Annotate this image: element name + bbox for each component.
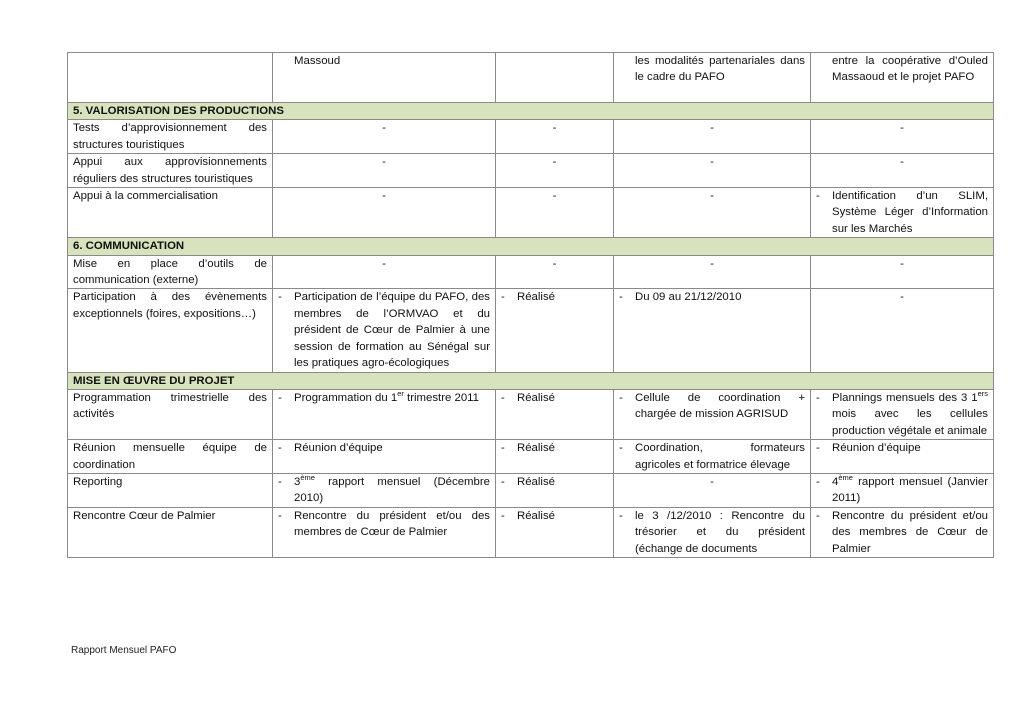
table-cell: -: [496, 255, 614, 289]
bullet-dash: -: [501, 291, 505, 304]
table-row: [68, 507, 994, 557]
table-cell: -: [496, 120, 614, 154]
cell-text: entre la coopérative d’Ouled Massaoud et le projet PAFO: [832, 55, 988, 84]
activity-cell: Rencontre Cœur de Palmier: [68, 507, 273, 557]
bullet-dash: -: [501, 475, 505, 488]
table-row: [68, 389, 994, 439]
cell-text: [832, 390, 988, 439]
table-cell: -: [811, 120, 994, 154]
section-header-row: [68, 238, 994, 255]
table-cell: -: [614, 120, 811, 154]
table-cell: [273, 289, 496, 372]
bullet-dash: -: [278, 475, 282, 488]
section-header-row: [68, 372, 994, 389]
cell-text: [294, 390, 490, 406]
text-part: 3: [294, 475, 301, 488]
activity-cell: Appui aux approvisionnements réguliers des structures touristiques: [68, 154, 273, 188]
table-cell: [811, 389, 994, 439]
bullet-dash: -: [816, 391, 820, 404]
bullet-dash: -: [816, 190, 820, 203]
bullet-dash: -: [501, 391, 505, 404]
cell-text: Rencontre du président et/ou des membres de Cœur de Palmier: [294, 509, 490, 539]
cell-text: Du 09 au 21/12/2010: [635, 291, 742, 304]
table-cell: [496, 440, 614, 474]
table-row: [68, 289, 994, 372]
table-cell: -: [614, 188, 811, 238]
text-part: rapport mensuel (Janvier 2011): [832, 475, 988, 505]
table-row: [68, 53, 994, 103]
table-cell: [614, 289, 811, 372]
table-cell: [273, 440, 496, 474]
bullet-dash: -: [619, 509, 623, 522]
cell-text: Réalisé: [517, 391, 555, 404]
activity-cell: Tests d’approvisionnement des structures touristiques: [68, 120, 273, 154]
table-row: [68, 188, 994, 238]
section-title: MISE EN ŒUVRE DU PROJET: [68, 372, 994, 389]
table-cell: [811, 440, 994, 474]
table-cell: -: [614, 154, 811, 188]
table-cell: [614, 53, 811, 103]
section-title: 5. VALORISATION DES PRODUCTIONS: [68, 103, 994, 120]
bullet-dash: -: [278, 391, 282, 404]
cell-text: Réunion d’équipe: [294, 442, 383, 455]
cell-text: le 3 /12/2010 : Rencontre du trésorier et du président (échange de documents: [635, 509, 805, 555]
cell-text: les modalités partenariales dans le cadre du PAFO: [635, 55, 805, 84]
activity-report-table: [67, 52, 994, 558]
cell-text: Cellule de coordination + chargée de mission AGRISUD: [635, 391, 805, 421]
activity-cell: Appui à la commercialisation: [68, 188, 273, 238]
table-cell: [496, 389, 614, 439]
table-row: [68, 120, 994, 154]
table-cell: [68, 53, 273, 103]
activity-cell: Reporting: [68, 473, 273, 507]
table-cell: -: [811, 289, 994, 372]
superscript: ème: [838, 473, 853, 483]
superscript: ers: [977, 389, 988, 399]
activity-cell: Participation à des évènements exceptionnels (foires, expositions…): [68, 289, 273, 372]
text-part: Plannings mensuels des 3 1: [832, 391, 978, 404]
superscript: ème: [300, 473, 315, 483]
table-cell: [273, 473, 496, 507]
table-cell: [811, 188, 994, 238]
table-cell: [614, 389, 811, 439]
table-cell: -: [273, 120, 496, 154]
cell-text: [294, 474, 490, 507]
page-footer: Rapport Mensuel PAFO: [71, 645, 177, 656]
text-part: 4: [832, 475, 839, 488]
text-part: rapport mensuel (Décembre 2010): [294, 475, 490, 505]
bullet-dash: -: [619, 291, 623, 304]
section-header-row: [68, 103, 994, 120]
table-cell: -: [614, 255, 811, 289]
cell-text: Identification d’un SLIM, Système Léger d’Information sur les Marchés: [832, 190, 988, 235]
table-cell: -: [273, 188, 496, 238]
cell-text: Réalisé: [517, 509, 555, 522]
table-cell: [811, 53, 994, 103]
cell-text: Réalisé: [517, 475, 555, 488]
table-cell: [811, 507, 994, 557]
table-cell: [273, 53, 496, 103]
bullet-dash: -: [816, 509, 820, 522]
table-cell: [273, 507, 496, 557]
table-cell: [496, 53, 614, 103]
table-cell: -: [811, 154, 994, 188]
table-row: [68, 255, 994, 289]
text-part: trimestre 2011: [403, 391, 479, 404]
bullet-dash: -: [619, 391, 623, 404]
cell-text: Coordination, formateurs agricoles et formatrice élevage: [635, 442, 805, 471]
cell-text: Participation de l’équipe du PAFO, des membres de l’ORMVAO et du président de Cœur de Palmier à une session de formation au Sénégal sur les pratiques agro-écologiques: [294, 291, 490, 370]
table-row: [68, 473, 994, 507]
activity-cell: Mise en place d’outils de communication (externe): [68, 255, 273, 289]
table-row: [68, 154, 994, 188]
bullet-dash: -: [278, 291, 282, 304]
bullet-dash: -: [278, 509, 282, 522]
table-cell: [614, 507, 811, 557]
text-part: mois avec les cellules production végétale et animale: [832, 408, 988, 437]
cell-text: Réalisé: [517, 442, 555, 455]
cell-text: Massoud: [294, 55, 341, 67]
cell-text: Rencontre du président et/ou des membres de Cœur de Palmier: [832, 509, 988, 555]
activity-cell: Réunion mensuelle équipe de coordination: [68, 440, 273, 474]
table-cell: -: [811, 255, 994, 289]
table-cell: [811, 473, 994, 507]
table-cell: [496, 289, 614, 372]
bullet-dash: -: [501, 442, 505, 455]
bullet-dash: -: [278, 442, 282, 455]
section-title: 6. COMMUNICATION: [68, 238, 994, 255]
cell-text: [832, 474, 988, 507]
table-cell: -: [496, 154, 614, 188]
activity-cell: Programmation trimestrielle des activités: [68, 389, 273, 439]
table-cell: [273, 389, 496, 439]
table-cell: -: [496, 188, 614, 238]
bullet-dash: -: [816, 475, 820, 488]
table-cell: [614, 440, 811, 474]
bullet-dash: -: [816, 442, 820, 455]
bullet-dash: -: [619, 442, 623, 455]
table-cell: [496, 507, 614, 557]
table-cell: -: [273, 154, 496, 188]
cell-text: Réalisé: [517, 291, 555, 304]
superscript: er: [397, 389, 404, 399]
text-part: Programmation du 1: [294, 391, 398, 404]
cell-text: Réunion d’équipe: [832, 442, 921, 455]
table-cell: [496, 473, 614, 507]
table-row: [68, 440, 994, 474]
bullet-dash: -: [501, 509, 505, 522]
table-cell: -: [273, 255, 496, 289]
table-cell: -: [614, 473, 811, 507]
